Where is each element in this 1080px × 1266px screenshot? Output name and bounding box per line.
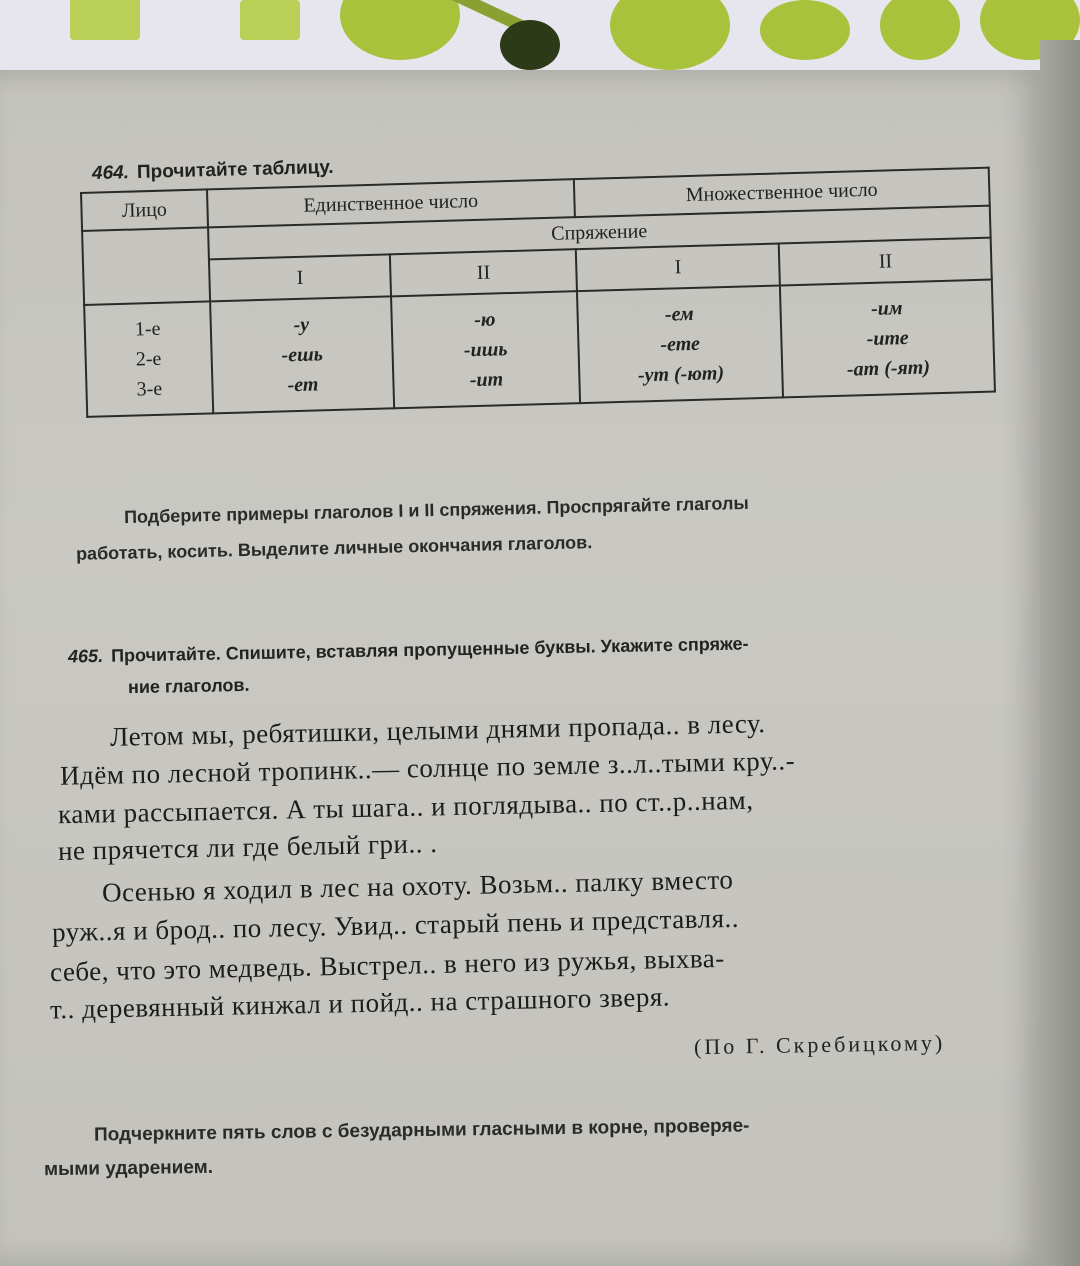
conj-label-sg-1: I xyxy=(209,254,392,301)
table-header-singular: Единственное число xyxy=(207,179,575,227)
ending: -ут (-ют) xyxy=(637,362,725,387)
reading-line-2: Идём по лесной тропинк..— солнце по земле з..л..тыми кру..- xyxy=(59,745,796,791)
author-attribution: (По Г. Скребицкому) xyxy=(693,1029,946,1060)
exercise-465-title-line-2: ние глаголов. xyxy=(127,674,250,698)
instruction-464-line-1: Подберите примеры глаголов I и II спряжения. Проспрягайте глаголы xyxy=(123,492,749,528)
ending: -ете xyxy=(660,332,701,356)
table-header-person: Лицо xyxy=(81,189,208,230)
exercise-title-line-1: Прочитайте. Спишите, вставляя пропущенные буквы. Укажите спряже- xyxy=(110,633,749,666)
ending: -ит xyxy=(469,368,504,392)
ending: -ишь xyxy=(463,338,508,362)
table-empty-cell xyxy=(82,227,210,304)
ending: -ат (-ят) xyxy=(846,356,931,381)
conjugation-table xyxy=(80,167,996,418)
ending: -ешь xyxy=(281,343,324,367)
ending: -ю xyxy=(473,308,496,332)
ending: -ет xyxy=(287,373,319,397)
exercise-464-heading xyxy=(92,157,334,185)
reading-line-5: Осенью я ходил в лес на охоту. Возьм.. палку вместо xyxy=(101,864,734,908)
table-header-conjugation: Спряжение xyxy=(208,206,991,260)
exercise-number: 464. xyxy=(91,162,130,185)
conj-label-sg-2: II xyxy=(390,249,577,296)
reading-line-3: ками рассыпается. А ты шага.. и поглядыва.. по ст..р..нам, xyxy=(57,784,754,830)
exercise-title: Прочитайте таблицу. xyxy=(136,156,334,183)
table-header-plural: Множественное число xyxy=(574,168,990,218)
exercise-465-heading xyxy=(68,633,749,667)
ending: -им xyxy=(870,297,903,320)
ending: -ем xyxy=(664,302,694,326)
person-3: 3-е xyxy=(136,377,163,401)
task-465-line-2: мыми ударением. xyxy=(43,1156,214,1181)
person-1: 1-е xyxy=(134,317,161,341)
ending: -ите xyxy=(866,326,909,351)
conj-label-pl-2: II xyxy=(779,238,992,286)
endings-pl-I xyxy=(577,285,784,403)
conj-label-pl-1: I xyxy=(576,243,781,291)
reading-line-8: т.. деревянный кинжал и пойд.. на страшного зверя. xyxy=(49,981,671,1025)
endings-pl-II xyxy=(780,280,995,398)
reading-line-1: Летом мы, ребятишки, целыми днями пропада.. в лесу. xyxy=(109,708,766,752)
endings-sg-I xyxy=(210,296,395,413)
ending: -у xyxy=(293,313,310,337)
reading-line-7: себе, что это медведь. Выстрел.. в него из ружья, выхва- xyxy=(49,942,726,988)
exercise-number: 465. xyxy=(67,645,104,667)
task-465-line-1: Подчеркните пять слов с безударными гласными в корне, проверяе- xyxy=(93,1115,750,1146)
person-2: 2-е xyxy=(135,347,162,371)
endings-sg-II xyxy=(391,291,580,408)
reading-line-4: не прячется ли где белый гри.. . xyxy=(57,828,438,866)
persons-cell xyxy=(84,301,213,416)
reading-line-6: руж..я и брод.. по лесу. Увид.. старый пень и представля.. xyxy=(51,902,740,948)
instruction-464-line-2: работать, косить. Выделите личные окончания глаголов. xyxy=(75,532,593,564)
